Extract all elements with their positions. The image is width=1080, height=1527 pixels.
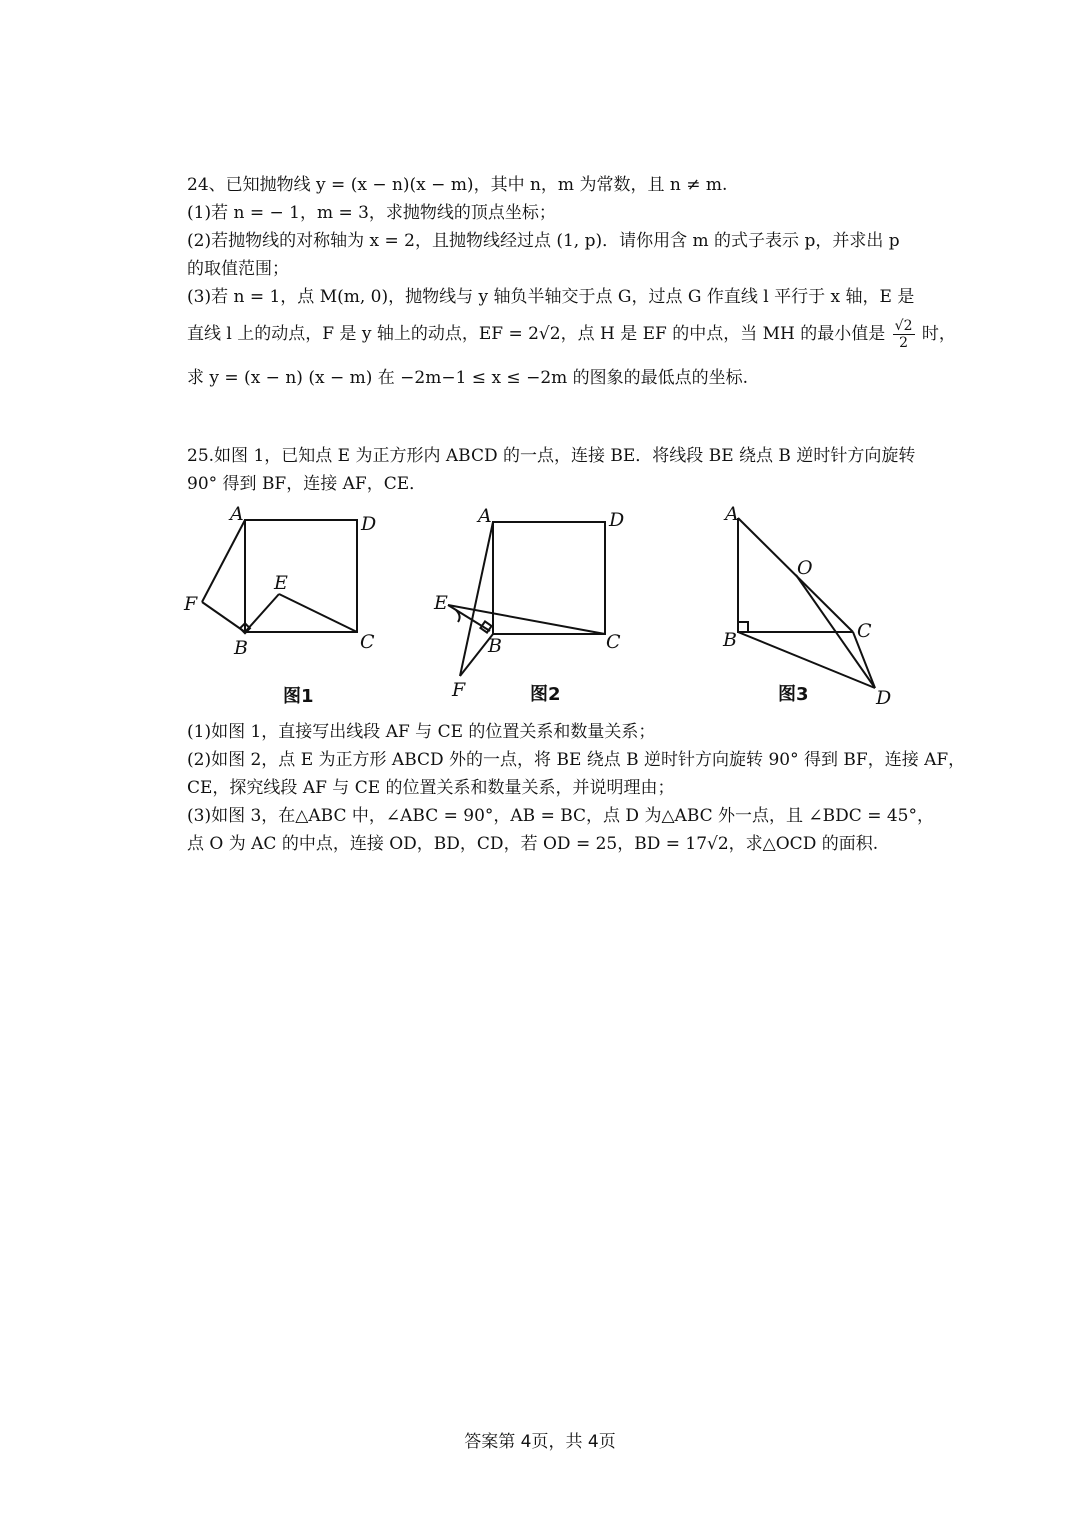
label-c: C bbox=[857, 620, 872, 642]
square-abcd bbox=[245, 520, 357, 632]
q25-part1: (1)如图 1，直接写出线段 AF 与 CE 的位置关系和数量关系； bbox=[187, 722, 656, 742]
q25-part3-line1: (3)如图 3，在△ABC 中，∠ABC = 90°，AB = BC，点 D 为△ABC 外一点，且 ∠BDC = 45°， bbox=[187, 806, 934, 826]
sqrt2-over-2-fraction bbox=[893, 318, 915, 351]
q25-part2-line1: (2)如图 2，点 E 为正方形 ABCD 外的一点，将 BE 绕点 B 逆时针方向旋转 90° 得到 BF，连接 AF， bbox=[187, 750, 966, 770]
label-o: O bbox=[797, 557, 813, 579]
q24-part3-line1: (3)若 n = 1，点 M(m, 0)，抛物线与 y 轴负半轴交于点 G，过点 G 作直线 l 平行于 x 轴，E 是 bbox=[187, 287, 915, 307]
label-b: B bbox=[234, 637, 248, 659]
figure-2-caption: 图2 bbox=[530, 684, 561, 705]
right-angle-mark bbox=[738, 622, 748, 632]
label-d: D bbox=[361, 513, 377, 535]
segment-fb bbox=[202, 602, 245, 632]
q24-part3-line2-text: 直线 l 上的动点，F 是 y 轴上的动点，EF = 2√2，点 H 是 EF 的中点，当 MH 的最小值是 bbox=[187, 324, 886, 344]
fraction-numerator: √2 bbox=[894, 318, 913, 334]
figure-1-diagram bbox=[180, 498, 400, 713]
q25-part3-line2: 点 O 为 AC 的中点，连接 OD，BD，CD，若 OD = 25，BD = 17√2，求△OCD 的面积. bbox=[187, 834, 879, 854]
label-d: D bbox=[609, 509, 625, 531]
figure-3-diagram bbox=[720, 498, 910, 713]
label-c: C bbox=[360, 631, 375, 653]
label-a: A bbox=[230, 503, 244, 525]
figure-1 bbox=[180, 498, 400, 717]
q25-title-line1: 25.如图 1，已知点 E 为正方形内 ABCD 的一点，连接 BE．将线段 BE 绕点 B 逆时针方向旋转 bbox=[187, 446, 916, 466]
label-c: C bbox=[606, 631, 621, 653]
label-b: B bbox=[723, 629, 737, 651]
figure-1-caption: 图1 bbox=[283, 686, 314, 707]
label-a: A bbox=[725, 503, 739, 525]
q24-part1: (1)若 n = − 1，m = 3，求抛物线的顶点坐标； bbox=[187, 203, 556, 223]
figure-3 bbox=[720, 498, 910, 717]
label-e: E bbox=[274, 572, 288, 594]
q24-part2-line2: 的取值范围； bbox=[187, 259, 289, 279]
q25-title-line2: 90° 得到 BF，连接 AF，CE． bbox=[187, 474, 427, 494]
segment-ac bbox=[738, 518, 853, 632]
q24-part3-line3: 求 y = (x − n) (x − m) 在 −2m−1 ≤ x ≤ −2m 的图象的最低点的坐标. bbox=[187, 368, 749, 388]
figure-2 bbox=[430, 498, 650, 717]
label-b: B bbox=[488, 635, 502, 657]
q24-part2-line1: (2)若抛物线的对称轴为 x = 2，且抛物线经过点 (1, p)．请你用含 m 的式子表示 p，并求出 p bbox=[187, 231, 900, 251]
label-f: F bbox=[184, 593, 198, 615]
label-a: A bbox=[478, 505, 492, 527]
segment-ec bbox=[279, 594, 357, 632]
figure-3-caption: 图3 bbox=[778, 684, 809, 705]
label-e: E bbox=[434, 592, 448, 614]
label-f: F bbox=[452, 679, 466, 701]
segment-af bbox=[202, 520, 245, 602]
label-d: D bbox=[876, 687, 892, 709]
segment-be bbox=[245, 594, 279, 632]
page-footer: 答案第 4页，共 4页 bbox=[464, 1432, 616, 1452]
q25-part2-line2: CE，探究线段 AF 与 CE 的位置关系和数量关系，并说明理由； bbox=[187, 778, 675, 798]
q24-part3-line2 bbox=[187, 318, 956, 351]
q24-title: 24、已知抛物线 y = (x − n)(x − m)，其中 n，m 为常数，且 n ≠ m. bbox=[187, 175, 728, 195]
figure-2-diagram bbox=[430, 498, 650, 713]
q24-part3-line2-tail: 时， bbox=[921, 324, 956, 344]
fraction-denominator: 2 bbox=[899, 335, 909, 351]
